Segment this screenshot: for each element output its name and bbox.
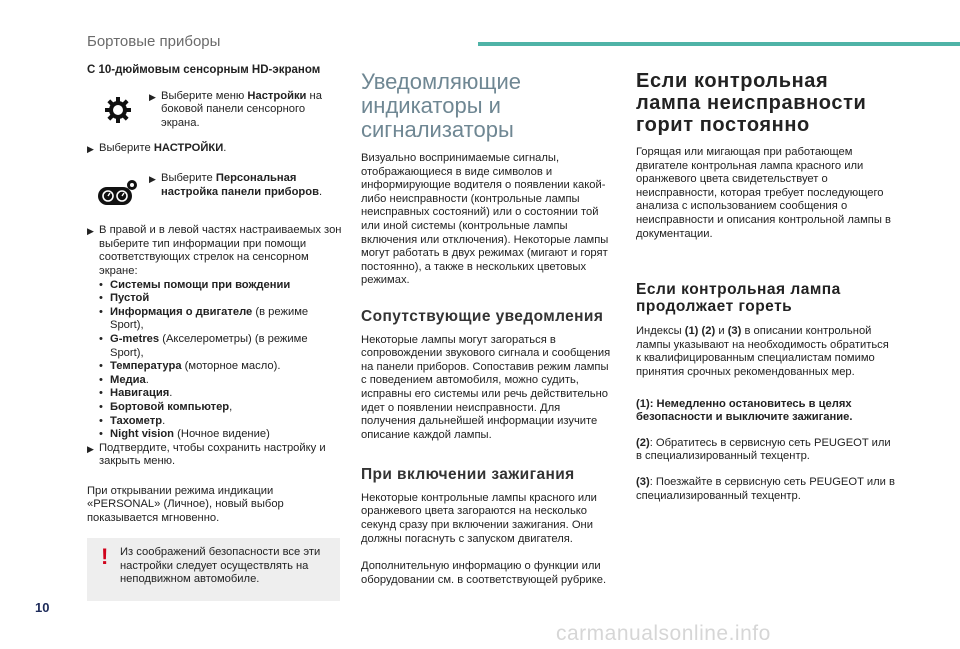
arrow-bullet-icon: ▶ bbox=[87, 143, 94, 154]
step-settings-tab bbox=[87, 142, 342, 157]
subheading-ignition: При включении зажигания bbox=[361, 466, 575, 484]
list-item: • Пустой bbox=[99, 292, 150, 305]
intro-text: Визуально воспринимаемые сигналы, отображающиеся в виде символов и информирующие водителя о появлении какой-либо неисправности (контрольные лампы неисправных состояний) или о состоянии той или иной системы (контрольные лампы включения или отключения). Некоторые лампы могут работать в двух режимах (мигают и горят постоянно), а также в нескольких цветовых режимах. bbox=[361, 152, 609, 287]
list-item: • Температура (моторное масло). bbox=[99, 360, 281, 373]
note-1: (1): Немедленно остановитесь в целях безопасности и выключите зажигание. bbox=[636, 397, 853, 424]
zone-options-list bbox=[87, 279, 342, 442]
arrow-bullet-icon: ▶ bbox=[87, 226, 94, 237]
step-personal-cluster bbox=[87, 170, 342, 214]
heading-lamp-still-on: Если контрольная лампа продолжает гореть bbox=[636, 281, 841, 316]
list-item: • Night vision (Ночное видение) bbox=[99, 428, 270, 441]
step-text: Выберите Персональная настройка панели приборов. bbox=[161, 172, 323, 198]
list-item: • G-metres (Акселерометры) (в режиме Sport), bbox=[99, 332, 308, 359]
ignition-text: Некоторые контрольные лампы красного или оранжевого цвета загораются на несколько секунд сразу при включении зажигания. Они должны погаснуть с запуском двигателя. bbox=[361, 491, 597, 545]
step-text: Выберите меню Настройки на боковой панели сенсорного экрана. bbox=[161, 89, 322, 129]
step-text: Подтвердите, чтобы сохранить настройку и закрыть меню. bbox=[99, 441, 326, 468]
step-confirm bbox=[87, 442, 342, 469]
indices-text: Индексы (1) (2) и (3) в описании контрольной лампы указывают на необходимость обратиться к квалифицированным специалистам помимо принятия срочных рекомендованных мер. bbox=[636, 325, 889, 378]
indicators-column bbox=[361, 70, 613, 587]
list-item: • Навигация. bbox=[99, 387, 173, 400]
step-text: Выберите НАСТРОЙКИ. bbox=[99, 141, 227, 154]
list-item: • Медиа. bbox=[99, 373, 149, 386]
section-heading: Уведомляющие индикаторы и сигнализаторы bbox=[361, 69, 522, 142]
watermark: carmanualsonline.info bbox=[556, 622, 771, 645]
lamp-on-text: Горящая или мигающая при работающем двигателе контрольная лампа красного или оранжевого цвета свидетельствует о неисправности, которая требует последующего анализа с использованием сообщения о неисправности и описания контрольной лампы в документации. bbox=[636, 146, 891, 240]
header-accent-rule bbox=[478, 42, 960, 46]
list-item: • Тахометр. bbox=[99, 414, 166, 427]
list-item: • Бортовой компьютер, bbox=[99, 400, 233, 413]
warning-text: Из соображений безопасности все эти настройки следует осуществлять на неподвижном автомобиле. bbox=[120, 546, 321, 586]
more-info-text: Дополнительную информацию о функции или оборудовании см. в соответствующей рубрике. bbox=[361, 560, 607, 586]
safety-warning-box bbox=[87, 538, 340, 601]
arrow-bullet-icon: ▶ bbox=[149, 91, 156, 102]
accompanying-text: Некоторые лампы могут загораться в сопровождении звукового сигнала и сообщения на панели приборов. Сопоставив режим лампы с поведением автомобиля, можно судить, исправны его системы или речь действительно идет о появлении неисправности. Для получения дальнейшей информации изучите описание каждой лампы. bbox=[361, 333, 611, 441]
step-settings-menu bbox=[87, 88, 342, 132]
section-title: С 10-дюймовым сенсорным HD-экраном bbox=[87, 64, 321, 76]
step-choose-zones bbox=[87, 224, 342, 278]
note-3: (3): Поезжайте в сервисную сеть PEUGEOT или в специализированный техцентр. bbox=[636, 475, 895, 502]
warning-icon: ! bbox=[101, 544, 109, 569]
note-2: (2): Обратитесь в сервисную сеть PEUGEOT или в специализированный техцентр. bbox=[636, 436, 891, 463]
page-number: 10 bbox=[35, 600, 50, 615]
list-item: • Информация о двигателе (в режиме Sport), bbox=[99, 305, 309, 332]
subheading-accompanying: Сопутствующие уведомления bbox=[361, 307, 604, 325]
instrument-cluster-settings-icon bbox=[87, 170, 149, 214]
arrow-bullet-icon: ▶ bbox=[149, 174, 156, 185]
settings-column bbox=[87, 64, 342, 526]
step-text: В правой и в левой частях настраиваемых зон выберите тип информации при помощи соответствующих стрелок на сенсорном экране: bbox=[99, 224, 342, 277]
heading-lamp-on: Если контрольная лампа неисправности горит постоянно bbox=[636, 70, 867, 136]
personal-mode-note: При открывании режима индикации «PERSONAL» (Личное), новый выбор показывается мгновенно. bbox=[87, 484, 284, 525]
list-item: • Системы помощи при вождении bbox=[99, 278, 291, 291]
gear-icon bbox=[87, 88, 149, 132]
arrow-bullet-icon: ▶ bbox=[87, 443, 94, 454]
warning-lamp-column bbox=[636, 70, 896, 503]
page-header-title: Бортовые приборы bbox=[87, 33, 221, 50]
